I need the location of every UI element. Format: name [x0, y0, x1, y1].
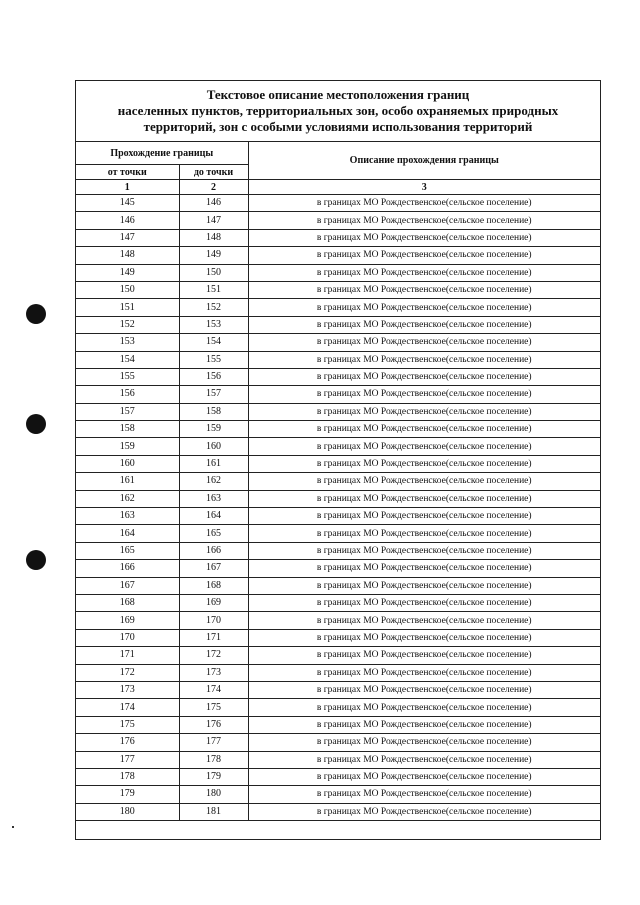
- table-row: [76, 351, 600, 368]
- cell-description: в границах МО Рождественское(сельское поселение): [248, 351, 600, 368]
- cell-from-point: 151: [76, 299, 179, 316]
- cell-description: в границах МО Рождественское(сельское поселение): [248, 560, 600, 577]
- table-row: [76, 786, 600, 803]
- cell-from-point: 166: [76, 560, 179, 577]
- cell-to-point: 156: [179, 368, 248, 385]
- cell-from-point: 168: [76, 594, 179, 611]
- cell-to-point: 170: [179, 612, 248, 629]
- table-row: [76, 438, 600, 455]
- cell-from-point: 169: [76, 612, 179, 629]
- header-col-2: 2: [179, 180, 248, 195]
- cell-from-point: 158: [76, 421, 179, 438]
- cell-description: в границах МО Рождественское(сельское поселение): [248, 281, 600, 298]
- cell-from-point: 173: [76, 681, 179, 698]
- table-row: [76, 508, 600, 525]
- cell-from-point: 145: [76, 195, 179, 212]
- cell-to-point: 180: [179, 786, 248, 803]
- cell-to-point: 146: [179, 195, 248, 212]
- cell-from-point: 165: [76, 542, 179, 559]
- table-body: [76, 195, 600, 821]
- cell-from-point: 164: [76, 525, 179, 542]
- table-row: [76, 247, 600, 264]
- cell-description: в границах МО Рождественское(сельское поселение): [248, 577, 600, 594]
- boundary-table: [76, 142, 600, 821]
- cell-to-point: 159: [179, 421, 248, 438]
- cell-from-point: 159: [76, 438, 179, 455]
- cell-description: в границах МО Рождественское(сельское поселение): [248, 334, 600, 351]
- cell-to-point: 172: [179, 647, 248, 664]
- table-row: [76, 195, 600, 212]
- table-row: [76, 299, 600, 316]
- table-row: [76, 421, 600, 438]
- table-row: [76, 647, 600, 664]
- punch-hole: [26, 304, 46, 324]
- cell-description: в границах МО Рождественское(сельское поселение): [248, 786, 600, 803]
- punch-hole: [26, 550, 46, 570]
- header-passage: Прохождение границы: [76, 142, 248, 165]
- table-row: [76, 734, 600, 751]
- table-row: [76, 681, 600, 698]
- cell-to-point: 154: [179, 334, 248, 351]
- cell-to-point: 168: [179, 577, 248, 594]
- cell-from-point: 157: [76, 403, 179, 420]
- table-row: [76, 751, 600, 768]
- cell-description: в границах МО Рождественское(сельское поселение): [248, 542, 600, 559]
- cell-description: в границах МО Рождественское(сельское поселение): [248, 612, 600, 629]
- document-title: [76, 81, 600, 142]
- table-row: [76, 316, 600, 333]
- cell-from-point: 154: [76, 351, 179, 368]
- header-to-point: до точки: [179, 165, 248, 180]
- cell-description: в границах МО Рождественское(сельское поселение): [248, 264, 600, 281]
- table-row: [76, 699, 600, 716]
- cell-description: в границах МО Рождественское(сельское поселение): [248, 647, 600, 664]
- cell-to-point: 151: [179, 281, 248, 298]
- table-row: [76, 612, 600, 629]
- cell-description: в границах МО Рождественское(сельское поселение): [248, 195, 600, 212]
- cell-to-point: 175: [179, 699, 248, 716]
- table-row: [76, 768, 600, 785]
- table-row: [76, 525, 600, 542]
- table-row: [76, 490, 600, 507]
- cell-to-point: 162: [179, 473, 248, 490]
- cell-from-point: 162: [76, 490, 179, 507]
- table-row: [76, 334, 600, 351]
- cell-from-point: 163: [76, 508, 179, 525]
- cell-description: в границах МО Рождественское(сельское поселение): [248, 299, 600, 316]
- cell-description: в границах МО Рождественское(сельское поселение): [248, 664, 600, 681]
- cell-description: в границах МО Рождественское(сельское поселение): [248, 629, 600, 646]
- cell-to-point: 164: [179, 508, 248, 525]
- cell-to-point: 181: [179, 803, 248, 820]
- table-row: [76, 386, 600, 403]
- cell-to-point: 174: [179, 681, 248, 698]
- cell-from-point: 172: [76, 664, 179, 681]
- cell-to-point: 152: [179, 299, 248, 316]
- table-row: [76, 473, 600, 490]
- cell-from-point: 161: [76, 473, 179, 490]
- cell-from-point: 148: [76, 247, 179, 264]
- table-row: [76, 264, 600, 281]
- cell-to-point: 177: [179, 734, 248, 751]
- table-row: [76, 629, 600, 646]
- cell-to-point: 153: [179, 316, 248, 333]
- cell-to-point: 179: [179, 768, 248, 785]
- cell-description: в границах МО Рождественское(сельское поселение): [248, 508, 600, 525]
- cell-from-point: 178: [76, 768, 179, 785]
- cell-from-point: 177: [76, 751, 179, 768]
- header-col-3: 3: [248, 180, 600, 195]
- cell-from-point: 174: [76, 699, 179, 716]
- cell-from-point: 150: [76, 281, 179, 298]
- cell-description: в границах МО Рождественское(сельское поселение): [248, 525, 600, 542]
- cell-description: в границах МО Рождественское(сельское поселение): [248, 768, 600, 785]
- cell-description: в границах МО Рождественское(сельское поселение): [248, 734, 600, 751]
- cell-to-point: 160: [179, 438, 248, 455]
- table-row: [76, 664, 600, 681]
- cell-to-point: 157: [179, 386, 248, 403]
- table-row: [76, 229, 600, 246]
- cell-from-point: 160: [76, 455, 179, 472]
- cell-description: в границах МО Рождественское(сельское поселение): [248, 438, 600, 455]
- cell-to-point: 171: [179, 629, 248, 646]
- table-row: [76, 716, 600, 733]
- document-sheet: [75, 80, 601, 840]
- cell-description: в границах МО Рождественское(сельское поселение): [248, 716, 600, 733]
- cell-from-point: 180: [76, 803, 179, 820]
- cell-from-point: 176: [76, 734, 179, 751]
- table-row: [76, 368, 600, 385]
- cell-description: в границах МО Рождественское(сельское поселение): [248, 229, 600, 246]
- cell-from-point: 149: [76, 264, 179, 281]
- cell-description: в границах МО Рождественское(сельское поселение): [248, 490, 600, 507]
- cell-description: в границах МО Рождественское(сельское поселение): [248, 212, 600, 229]
- cell-from-point: 147: [76, 229, 179, 246]
- cell-description: в границах МО Рождественское(сельское поселение): [248, 421, 600, 438]
- cell-from-point: 170: [76, 629, 179, 646]
- cell-from-point: 175: [76, 716, 179, 733]
- table-row: [76, 281, 600, 298]
- cell-description: в границах МО Рождественское(сельское поселение): [248, 473, 600, 490]
- cell-to-point: 158: [179, 403, 248, 420]
- table-row: [76, 577, 600, 594]
- cell-description: в границах МО Рождественское(сельское поселение): [248, 455, 600, 472]
- cell-from-point: 171: [76, 647, 179, 664]
- cell-description: в границах МО Рождественское(сельское поселение): [248, 681, 600, 698]
- cell-to-point: 155: [179, 351, 248, 368]
- cell-to-point: 169: [179, 594, 248, 611]
- cell-description: в границах МО Рождественское(сельское поселение): [248, 594, 600, 611]
- header-description: Описание прохождения границы: [248, 142, 600, 180]
- cell-to-point: 161: [179, 455, 248, 472]
- cell-from-point: 146: [76, 212, 179, 229]
- table-row: [76, 403, 600, 420]
- table-row: [76, 560, 600, 577]
- cell-description: в границах МО Рождественское(сельское поселение): [248, 699, 600, 716]
- cell-from-point: 156: [76, 386, 179, 403]
- cell-to-point: 173: [179, 664, 248, 681]
- cell-description: в границах МО Рождественское(сельское поселение): [248, 403, 600, 420]
- cell-to-point: 165: [179, 525, 248, 542]
- cell-to-point: 150: [179, 264, 248, 281]
- title-line-2: населенных пунктов, территориальных зон, особо охраняемых природных: [117, 103, 559, 118]
- punch-hole: [26, 414, 46, 434]
- cell-from-point: 152: [76, 316, 179, 333]
- title-line-3: территорий, зон с особыми условиями использования территорий: [143, 119, 533, 134]
- cell-description: в границах МО Рождественское(сельское поселение): [248, 751, 600, 768]
- cell-from-point: 179: [76, 786, 179, 803]
- table-row: [76, 455, 600, 472]
- cell-to-point: 178: [179, 751, 248, 768]
- title-line-1: Текстовое описание местоположения границ: [206, 87, 470, 102]
- cell-from-point: 155: [76, 368, 179, 385]
- cell-to-point: 167: [179, 560, 248, 577]
- cell-to-point: 163: [179, 490, 248, 507]
- scan-speck: [12, 826, 14, 828]
- cell-from-point: 167: [76, 577, 179, 594]
- header-col-1: 1: [76, 180, 179, 195]
- cell-description: в границах МО Рождественское(сельское поселение): [248, 247, 600, 264]
- table-row: [76, 212, 600, 229]
- cell-to-point: 149: [179, 247, 248, 264]
- table-row: [76, 803, 600, 820]
- cell-description: в границах МО Рождественское(сельское поселение): [248, 803, 600, 820]
- cell-to-point: 166: [179, 542, 248, 559]
- cell-description: в границах МО Рождественское(сельское поселение): [248, 316, 600, 333]
- cell-to-point: 148: [179, 229, 248, 246]
- cell-description: в границах МО Рождественское(сельское поселение): [248, 386, 600, 403]
- table-row: [76, 594, 600, 611]
- cell-to-point: 147: [179, 212, 248, 229]
- header-from-point: от точки: [76, 165, 179, 180]
- cell-to-point: 176: [179, 716, 248, 733]
- cell-description: в границах МО Рождественское(сельское поселение): [248, 368, 600, 385]
- table-row: [76, 542, 600, 559]
- cell-from-point: 153: [76, 334, 179, 351]
